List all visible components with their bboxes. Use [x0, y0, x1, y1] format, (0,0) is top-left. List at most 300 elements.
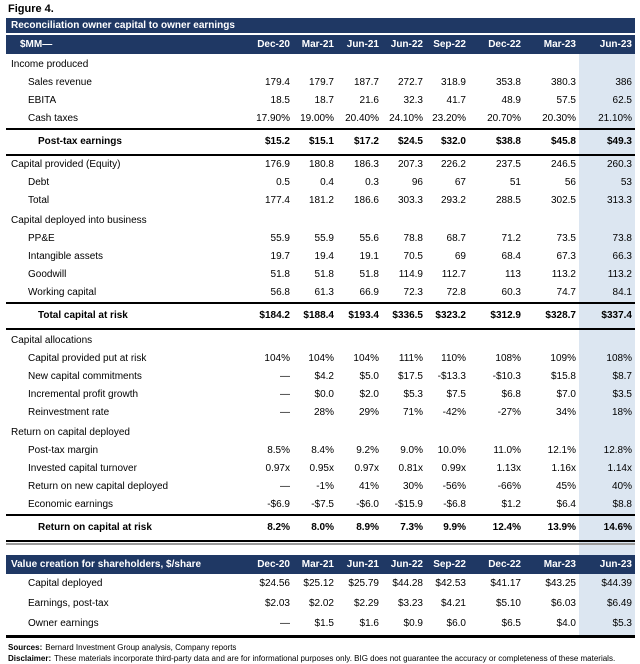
- cell-value: $2.29: [353, 598, 379, 609]
- cell-value: $45.8: [524, 129, 579, 155]
- unit-label: $MM—: [6, 35, 241, 54]
- cell-value: $2.03: [264, 598, 290, 609]
- sources-line: [8, 642, 634, 653]
- column-header: Mar-23: [524, 555, 579, 574]
- cell-value: $32.0: [426, 129, 469, 155]
- table-row: [6, 155, 635, 174]
- disclaimer-label: Disclaimer:: [8, 654, 52, 663]
- cell-value: 14.6%: [579, 515, 635, 541]
- row-label: Post-tax margin: [28, 445, 99, 456]
- cell-value: $44.39: [601, 578, 632, 589]
- cell-value: [337, 54, 382, 74]
- cell-value: 104%: [308, 353, 334, 364]
- cell-value: $4.0: [556, 618, 576, 629]
- column-header: Sep-22: [426, 555, 469, 574]
- cell-value: 186.6: [353, 195, 379, 206]
- cell-value: 7.3%: [382, 515, 426, 541]
- sources-text: Bernard Investment Group analysis, Company reports: [45, 643, 237, 652]
- cell-value: 176.9: [264, 159, 290, 170]
- row-label: Debt: [28, 177, 50, 188]
- cell-value: [293, 54, 337, 74]
- cell-value: 68.4: [501, 251, 521, 262]
- row-label: Capital deployed: [28, 578, 103, 589]
- cell-value: 0.5: [276, 177, 290, 188]
- cell-value: $336.5: [382, 303, 426, 329]
- row-label: Goodwill: [28, 269, 67, 280]
- cell-value: —: [280, 389, 290, 400]
- cell-value: -42%: [442, 407, 466, 418]
- cell-value: $188.4: [293, 303, 337, 329]
- cell-value: 177.4: [264, 195, 290, 206]
- cell-value: $49.3: [579, 129, 635, 155]
- cell-value: 60.3: [501, 287, 521, 298]
- row-label: Capital allocations: [11, 335, 93, 346]
- cell-value: [241, 210, 293, 230]
- cell-value: 57.5: [556, 95, 576, 106]
- cell-value: [524, 329, 579, 350]
- cell-value: 12.8%: [603, 445, 632, 456]
- cell-value: 112.7: [441, 269, 466, 280]
- table-gap: [6, 545, 635, 555]
- cell-value: $6.8: [501, 389, 521, 400]
- cell-value: -$6.9: [267, 499, 290, 510]
- cell-value: 71.2: [501, 233, 521, 244]
- table-sheet: [6, 18, 635, 638]
- cell-value: 18.7: [314, 95, 334, 106]
- cell-value: 0.4: [320, 177, 334, 188]
- cell-value: 8.5%: [267, 445, 290, 456]
- figure-title: Figure 4.: [8, 3, 54, 15]
- cell-value: 67: [454, 177, 466, 188]
- cell-value: $15.1: [293, 129, 337, 155]
- cell-value: 0.81x: [398, 463, 423, 474]
- cell-value: $6.03: [550, 598, 576, 609]
- cell-value: $3.23: [397, 598, 423, 609]
- cell-value: $5.10: [495, 598, 521, 609]
- cell-value: 108%: [606, 353, 632, 364]
- cell-value: 67.3: [556, 251, 576, 262]
- cell-value: $184.2: [241, 303, 293, 329]
- cell-value: [241, 54, 293, 74]
- table-row: [6, 515, 635, 541]
- row-label: Incremental profit growth: [28, 389, 139, 400]
- column-header: Mar-21: [293, 35, 337, 54]
- cell-value: 9.0%: [400, 445, 423, 456]
- cell-value: 48.9: [501, 95, 521, 106]
- cell-value: [469, 54, 524, 74]
- cell-value: $6.4: [556, 499, 576, 510]
- cell-value: 32.3: [403, 95, 423, 106]
- cell-value: [293, 329, 337, 350]
- cell-value: 29%: [358, 407, 379, 418]
- column-header: Sep-22: [426, 35, 469, 54]
- cell-value: 110%: [441, 353, 466, 364]
- cell-value: 19.7: [270, 251, 290, 262]
- cell-value: -$6.0: [356, 499, 379, 510]
- cell-value: 0.97x: [265, 463, 290, 474]
- cell-value: 73.8: [612, 233, 632, 244]
- cell-value: 0.97x: [354, 463, 379, 474]
- column-header: Jun-23: [579, 555, 635, 574]
- cell-value: 9.9%: [426, 515, 469, 541]
- cell-value: $7.5: [446, 389, 466, 400]
- cell-value: 30%: [402, 481, 423, 492]
- cell-value: [382, 210, 426, 230]
- cell-value: —: [280, 618, 290, 629]
- cell-value: $8.8: [612, 499, 632, 510]
- cell-value: 237.5: [495, 159, 521, 170]
- cell-value: -$15.9: [394, 499, 423, 510]
- table-row: [6, 594, 635, 614]
- sources-label: Sources:: [8, 643, 43, 652]
- cell-value: 51.8: [270, 269, 290, 280]
- table-row: [6, 442, 635, 460]
- cell-value: [469, 329, 524, 350]
- cell-value: 66.3: [612, 251, 632, 262]
- cell-value: 72.3: [403, 287, 423, 298]
- cell-value: 1.16x: [551, 463, 576, 474]
- cell-value: $0.9: [403, 618, 423, 629]
- cell-value: 313.3: [606, 195, 632, 206]
- cell-value: 114.9: [398, 269, 423, 280]
- cell-value: -$7.5: [311, 499, 334, 510]
- cell-value: 246.5: [550, 159, 576, 170]
- cell-value: $7.0: [556, 389, 576, 400]
- cell-value: $328.7: [524, 303, 579, 329]
- cell-value: 55.9: [270, 233, 290, 244]
- row-label: Total: [28, 195, 50, 206]
- cell-value: 51.8: [314, 269, 334, 280]
- table-row: [6, 210, 635, 230]
- cell-value: 111%: [398, 353, 423, 364]
- table-row: [6, 478, 635, 496]
- cell-value: [426, 54, 469, 74]
- cell-value: [382, 422, 426, 442]
- cell-value: $2.0: [359, 389, 379, 400]
- cell-value: 113: [505, 269, 521, 280]
- cell-value: 380.3: [550, 77, 576, 88]
- cell-value: $42.53: [435, 578, 466, 589]
- cell-value: 45%: [555, 481, 576, 492]
- table-row: [6, 404, 635, 422]
- cell-value: 12.4%: [469, 515, 524, 541]
- cell-value: 40%: [611, 481, 632, 492]
- cell-value: —: [280, 371, 290, 382]
- cell-value: [426, 210, 469, 230]
- column-header: Jun-21: [337, 555, 382, 574]
- cell-value: 19.1: [359, 251, 379, 262]
- cell-value: -$6.8: [443, 499, 466, 510]
- table-row: [6, 230, 635, 248]
- row-label: Return on capital deployed: [11, 427, 130, 438]
- cell-value: 288.5: [495, 195, 521, 206]
- column-header: Jun-22: [382, 35, 426, 54]
- cell-value: $0.0: [314, 389, 334, 400]
- footnotes: [6, 638, 635, 664]
- row-label: Capital provided put at risk: [28, 353, 147, 364]
- cell-value: [337, 210, 382, 230]
- cell-value: [579, 54, 635, 74]
- cell-value: [469, 210, 524, 230]
- cell-value: $4.2: [314, 371, 334, 382]
- row-label: New capital commitments: [28, 371, 142, 382]
- cell-value: 0.3: [365, 177, 379, 188]
- cell-value: 20.40%: [345, 113, 379, 124]
- table-row: [6, 422, 635, 442]
- cell-value: 113.2: [551, 269, 576, 280]
- table-row: [6, 303, 635, 329]
- cell-value: 19.00%: [300, 113, 334, 124]
- table-row: [6, 460, 635, 478]
- cell-value: $3.5: [612, 389, 632, 400]
- cell-value: 187.7: [353, 77, 379, 88]
- cell-value: 0.99x: [441, 463, 466, 474]
- cell-value: 96: [411, 177, 423, 188]
- cell-value: $5.3: [403, 389, 423, 400]
- column-header: Jun-23: [579, 35, 635, 54]
- table-row: [6, 574, 635, 594]
- cell-value: $8.7: [612, 371, 632, 382]
- row-label: Sales revenue: [28, 77, 92, 88]
- cell-value: 34%: [555, 407, 576, 418]
- reconciliation-table-body: [6, 54, 635, 541]
- cell-value: 104%: [353, 353, 379, 364]
- cell-value: $38.8: [469, 129, 524, 155]
- cell-value: 21.6: [359, 95, 379, 106]
- table1-end-rule: [6, 543, 635, 545]
- column-header: Mar-21: [293, 555, 337, 574]
- disclaimer-line: [8, 653, 634, 664]
- cell-value: 9.2%: [356, 445, 379, 456]
- cell-value: 61.3: [314, 287, 334, 298]
- cell-value: 23.20%: [432, 113, 466, 124]
- cell-value: -1%: [316, 481, 334, 492]
- cell-value: $25.12: [303, 578, 334, 589]
- row-label: Return on capital at risk: [6, 515, 241, 541]
- cell-value: 74.7: [556, 287, 576, 298]
- table-row: [6, 192, 635, 210]
- cell-value: 19.4: [314, 251, 334, 262]
- cell-value: 51: [509, 177, 521, 188]
- table-row: [6, 614, 635, 634]
- row-label: Return on new capital deployed: [28, 481, 169, 492]
- cell-value: 386: [615, 77, 632, 88]
- column-header: Jun-22: [382, 555, 426, 574]
- cell-value: 70.5: [403, 251, 423, 262]
- cell-value: $6.0: [446, 618, 466, 629]
- table-row: [6, 266, 635, 284]
- row-label: Post-tax earnings: [6, 129, 241, 155]
- table-row: [6, 129, 635, 155]
- cell-value: 10.0%: [437, 445, 466, 456]
- row-label: Capital provided (Equity): [11, 159, 121, 170]
- cell-value: 55.6: [359, 233, 379, 244]
- cell-value: [469, 422, 524, 442]
- row-label: Economic earnings: [28, 499, 114, 510]
- row-label: Reinvestment rate: [28, 407, 110, 418]
- cell-value: 207.3: [397, 159, 423, 170]
- cell-value: $193.4: [337, 303, 382, 329]
- row-label: PP&E: [28, 233, 55, 244]
- cell-value: $44.28: [392, 578, 423, 589]
- cell-value: 13.9%: [524, 515, 579, 541]
- cell-value: 0.95x: [309, 463, 334, 474]
- cell-value: 1.14x: [607, 463, 632, 474]
- cell-value: 293.2: [440, 195, 466, 206]
- cell-value: $5.3: [612, 618, 632, 629]
- disclaimer-text: These materials incorporate third-party data and are for informational purposes only. BIG does not guarantee the accuracy or completeness of these materials.: [54, 654, 616, 663]
- cell-value: 69: [454, 251, 466, 262]
- value-creation-table-body: [6, 574, 635, 634]
- column-header: Dec-20: [241, 555, 293, 574]
- value-creation-table: [6, 555, 635, 634]
- cell-value: 353.8: [495, 77, 521, 88]
- table-row: [6, 54, 635, 74]
- table-row: [6, 368, 635, 386]
- row-label: Total capital at risk: [6, 303, 241, 329]
- cell-value: $337.4: [579, 303, 635, 329]
- cell-value: 302.5: [550, 195, 576, 206]
- cell-value: 41%: [358, 481, 379, 492]
- column-header: Dec-22: [469, 35, 524, 54]
- cell-value: $41.17: [490, 578, 521, 589]
- table-row: [6, 329, 635, 350]
- cell-value: 66.9: [359, 287, 379, 298]
- cell-value: 51.8: [359, 269, 379, 280]
- row-label: Owner earnings: [28, 618, 99, 629]
- cell-value: [579, 329, 635, 350]
- table1-title-bar: Reconciliation owner capital to owner earnings: [6, 18, 635, 33]
- cell-value: 62.5: [612, 95, 632, 106]
- cell-value: 260.3: [606, 159, 632, 170]
- table-row: [6, 496, 635, 515]
- cell-value: [426, 329, 469, 350]
- reconciliation-table: [6, 35, 635, 542]
- cell-value: [241, 422, 293, 442]
- cell-value: 318.9: [440, 77, 466, 88]
- cell-value: 68.7: [446, 233, 466, 244]
- cell-value: [524, 422, 579, 442]
- cell-value: 104%: [264, 353, 290, 364]
- cell-value: -66%: [497, 481, 521, 492]
- row-label: Working capital: [28, 287, 97, 298]
- cell-value: $24.56: [259, 578, 290, 589]
- cell-value: 55.9: [314, 233, 334, 244]
- cell-value: $1.6: [359, 618, 379, 629]
- row-label: Income produced: [11, 59, 89, 70]
- cell-value: 1.13x: [496, 463, 521, 474]
- cell-value: 12.1%: [547, 445, 576, 456]
- cell-value: $1.5: [314, 618, 334, 629]
- cell-value: -27%: [497, 407, 521, 418]
- cell-value: $15.8: [550, 371, 576, 382]
- row-label: Cash taxes: [28, 113, 79, 124]
- table-row: [6, 248, 635, 266]
- row-label: Intangible assets: [28, 251, 104, 262]
- table-row: [6, 74, 635, 92]
- cell-value: 180.8: [308, 159, 334, 170]
- cell-value: 84.1: [612, 287, 632, 298]
- cell-value: 21.10%: [598, 113, 632, 124]
- cell-value: 272.7: [397, 77, 423, 88]
- column-header: Dec-20: [241, 35, 293, 54]
- cell-value: $1.2: [501, 499, 521, 510]
- cell-value: [382, 329, 426, 350]
- cell-value: 8.2%: [241, 515, 293, 541]
- cell-value: —: [280, 407, 290, 418]
- cell-value: 53: [620, 177, 632, 188]
- cell-value: 113.2: [607, 269, 632, 280]
- cell-value: [579, 210, 635, 230]
- cell-value: -56%: [442, 481, 466, 492]
- table2-title: Value creation for shareholders, $/share: [6, 555, 241, 574]
- cell-value: 20.70%: [487, 113, 521, 124]
- footer-rule: [6, 635, 635, 638]
- cell-value: 179.4: [264, 77, 290, 88]
- row-label: Capital deployed into business: [11, 215, 147, 226]
- cell-value: 72.8: [446, 287, 466, 298]
- cell-value: $323.2: [426, 303, 469, 329]
- cell-value: 8.4%: [311, 445, 334, 456]
- cell-value: [293, 422, 337, 442]
- table-row: [6, 350, 635, 368]
- cell-value: 56: [564, 177, 576, 188]
- cell-value: 186.3: [353, 159, 379, 170]
- cell-value: $17.2: [337, 129, 382, 155]
- column-header-row: [6, 555, 635, 574]
- cell-value: $2.02: [308, 598, 334, 609]
- cell-value: 8.0%: [293, 515, 337, 541]
- cell-value: $4.21: [440, 598, 466, 609]
- cell-value: $6.5: [501, 618, 521, 629]
- table-row: [6, 110, 635, 129]
- cell-value: 56.8: [270, 287, 290, 298]
- cell-value: [241, 329, 293, 350]
- cell-value: [382, 54, 426, 74]
- cell-value: 8.9%: [337, 515, 382, 541]
- cell-value: [426, 422, 469, 442]
- table-row: [6, 284, 635, 303]
- row-label: Invested capital turnover: [28, 463, 137, 474]
- cell-value: [337, 422, 382, 442]
- cell-value: [524, 54, 579, 74]
- cell-value: $25.79: [348, 578, 379, 589]
- column-header: Mar-23: [524, 35, 579, 54]
- cell-value: $312.9: [469, 303, 524, 329]
- cell-value: [293, 210, 337, 230]
- cell-value: $6.49: [606, 598, 632, 609]
- cell-value: 71%: [402, 407, 423, 418]
- cell-value: -$13.3: [437, 371, 466, 382]
- cell-value: 303.3: [397, 195, 423, 206]
- column-header: Jun-21: [337, 35, 382, 54]
- cell-value: 17.90%: [256, 113, 290, 124]
- cell-value: $17.5: [397, 371, 423, 382]
- cell-value: 179.7: [308, 77, 334, 88]
- table-row: [6, 174, 635, 192]
- cell-value: 78.8: [403, 233, 423, 244]
- cell-value: 109%: [550, 353, 576, 364]
- cell-value: 41.7: [446, 95, 466, 106]
- table-row: [6, 92, 635, 110]
- column-header-row: [6, 35, 635, 54]
- cell-value: -$10.3: [492, 371, 521, 382]
- cell-value: —: [280, 481, 290, 492]
- cell-value: $15.2: [241, 129, 293, 155]
- cell-value: [524, 210, 579, 230]
- cell-value: $24.5: [382, 129, 426, 155]
- cell-value: 24.10%: [389, 113, 423, 124]
